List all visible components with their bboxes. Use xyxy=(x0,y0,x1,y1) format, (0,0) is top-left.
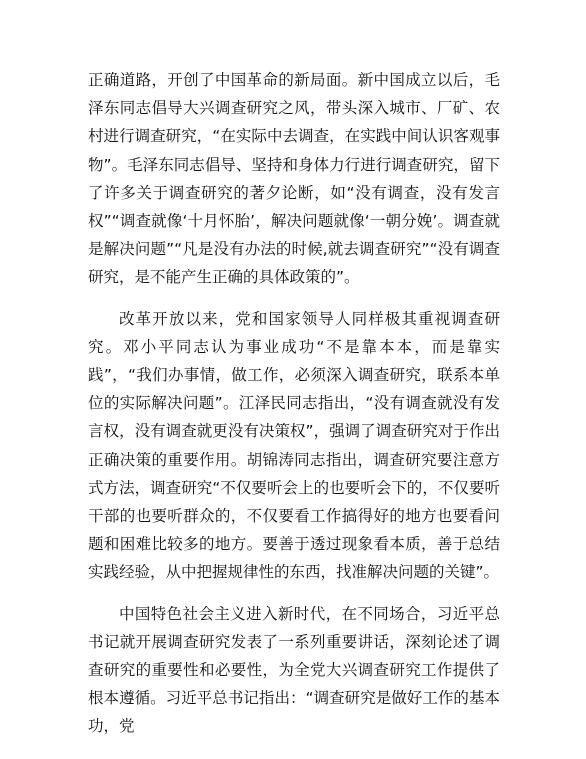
body-text xyxy=(88,66,500,741)
paragraph-3: 中国特色社会主义进入新时代，在不同场合，习近平总书记就开展调查研究发表了一系列重要讲话，深刻论述了调查研究的重要性和必要性，为全党大兴调查研究工作提供了根本遵循。习近平总书记指出：“调查研究是做好工作的基本功，党 xyxy=(88,604,500,736)
paragraph-1: 正确道路，开创了中国革命的新局面。新中国成立以后，毛泽东同志倡导大兴调查研究之风，带头深入城市、厂矿、农村进行调查研究，“在实际中去调查，在实践中间认识客观事物”。毛泽东同志倡导、坚持和身体力行进行调查研究，留下了许多关于调查研究的著夕论断，如“没有调查，没有发言权”“调查就像‘十月怀胎’，解决问题就像‘一朝分娩’。调查就是解决问题”“凡是没有办法的时候,就去调查研究”“没有调查研究，是不能产生正确的具体政策的”。 xyxy=(88,71,500,287)
paragraph-2: 改革开放以来，党和国家领导人同样极其重视调查研究。邓小平同志认为事业成功“不是靠本本，而是靠实践”，“我们办事情，做工作，必须深入调查研究，联系本单位的实际解决问题”。江泽民同志指出，“没有调查就没有发言权，没有调查就更没有决策权”，强调了调查研究对于作出正确决策的重要作用。胡锦涛同志指出，调查研究要注意方式方法，调查研究“不仅要听会上的也要听会下的，不仅要听干部的也要听群众的，不仅要看工作搞得好的地方也要看问题和困难比较多的地方。要善于透过现象看本质，善于总结实践经验，从中把握规律性的东西，找准解决问题的关键”。 xyxy=(88,309,500,582)
